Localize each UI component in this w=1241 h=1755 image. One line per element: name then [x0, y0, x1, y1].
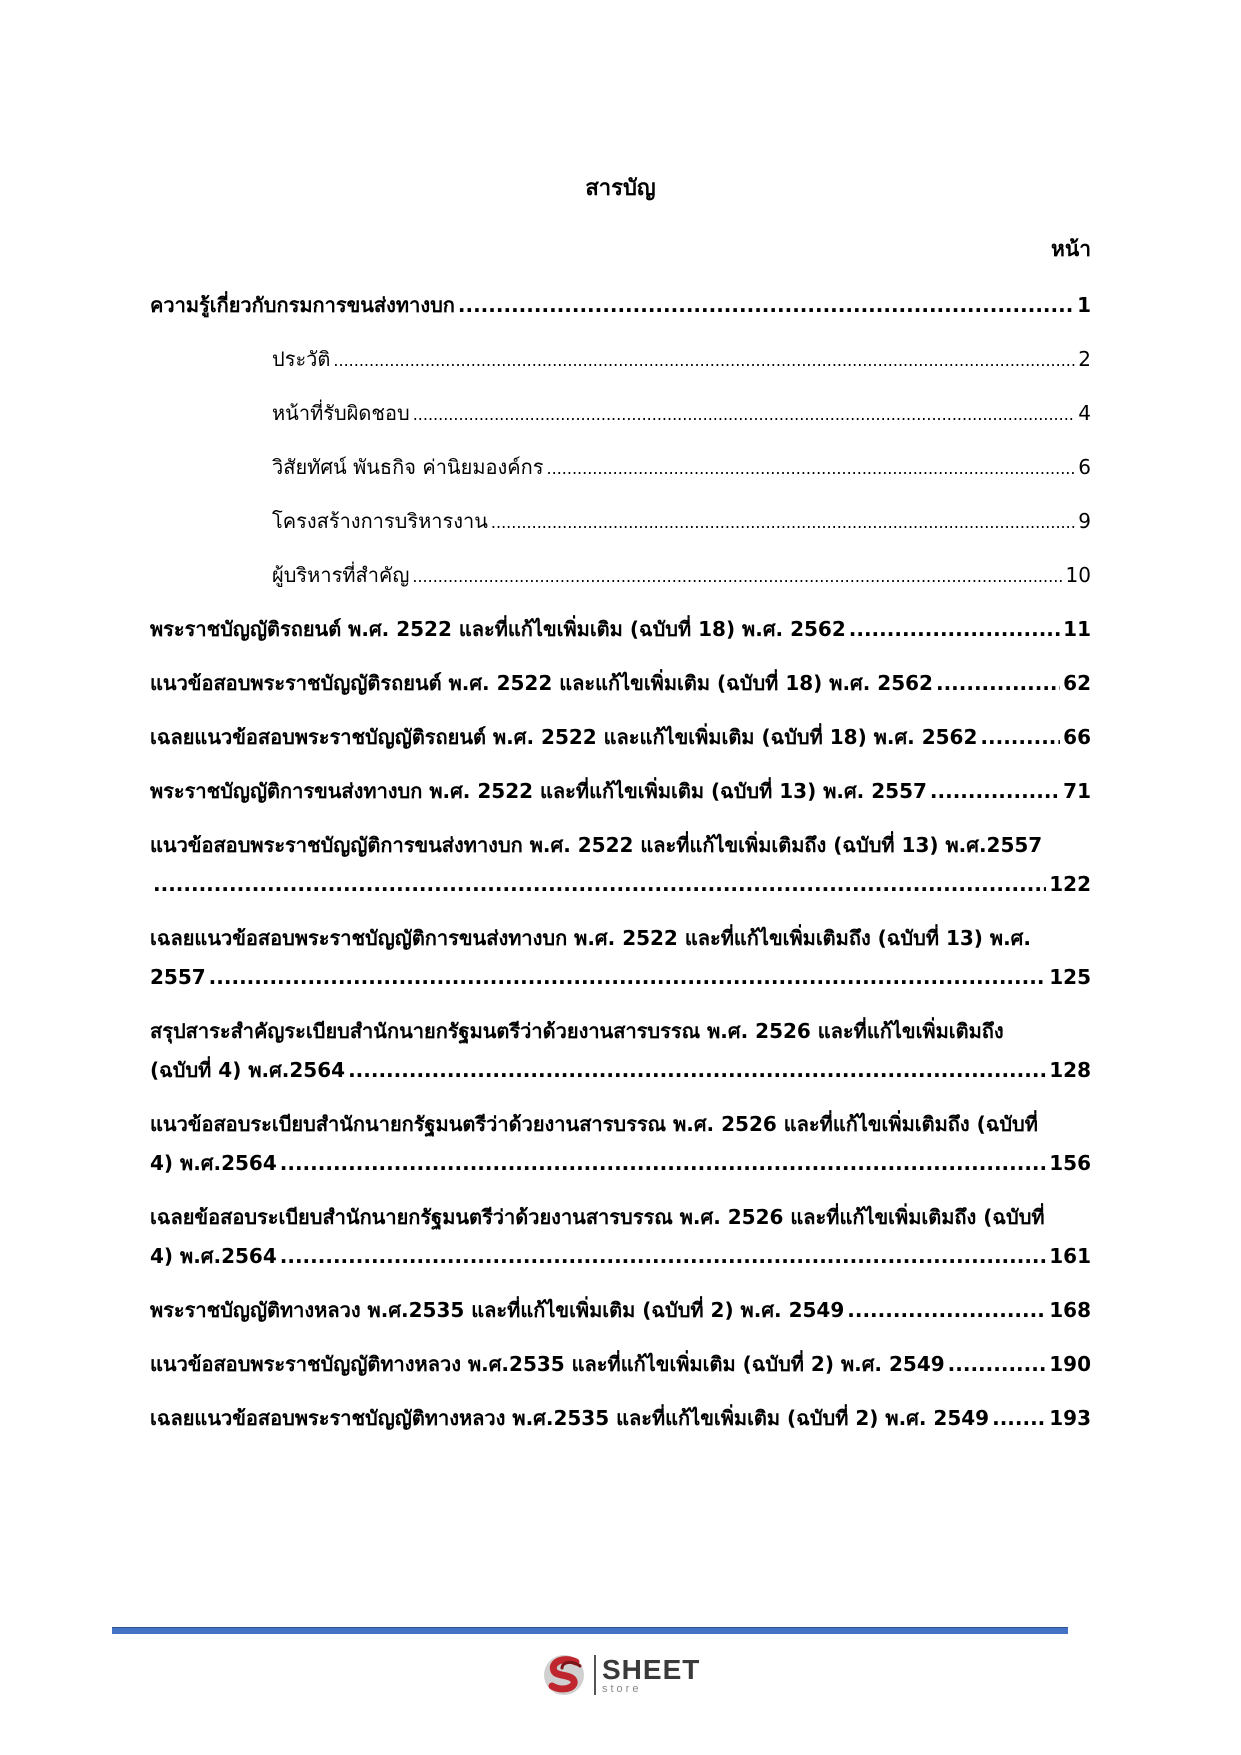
toc-entry[interactable]: [150, 923, 1091, 992]
dot-leader: [280, 1148, 1046, 1178]
dot-leader: [153, 869, 1046, 899]
toc-entry[interactable]: [150, 1109, 1091, 1178]
dot-leader: [333, 344, 1075, 376]
toc-label-line2: 4) พ.ศ.2564: [150, 1151, 277, 1175]
toc-page-number: 11: [1063, 617, 1091, 641]
toc-page-number: 193: [1049, 1406, 1091, 1430]
toc-page-number: 10: [1065, 563, 1091, 587]
dot-leader: [980, 722, 1060, 752]
dot-leader: [491, 506, 1075, 538]
toc-label-line1: แนวข้อสอบระเบียบสำนักนายกรัฐมนตรีว่าด้วยงานสารบรรณ พ.ศ. 2526 และที่แก้ไขเพิ่มเติมถึง (ฉบับที่: [150, 1112, 1038, 1136]
toc-entry[interactable]: [150, 722, 1091, 752]
toc-page-number: 128: [1049, 1058, 1091, 1082]
toc-label-line1: สรุปสาระสำคัญระเบียบสำนักนายกรัฐมนตรีว่าด้วยงานสารบรรณ พ.ศ. 2526 และที่แก้ไขเพิ่มเติมถึง: [150, 1019, 1004, 1043]
toc-entry[interactable]: [150, 398, 1091, 430]
toc-entry[interactable]: [150, 290, 1091, 320]
toc-page-number: 168: [1049, 1298, 1091, 1322]
dot-leader: [849, 614, 1060, 644]
dot-leader: [992, 1403, 1046, 1433]
page-title: สารบัญ: [585, 176, 656, 201]
toc-page-number: 125: [1049, 965, 1091, 989]
toc-entry[interactable]: [150, 344, 1091, 376]
toc-page-number: 156: [1049, 1151, 1091, 1175]
logo-text: SHEET: [602, 1653, 701, 1685]
toc-entry[interactable]: [150, 830, 1091, 899]
dot-leader: [412, 560, 1062, 592]
toc-label: พระราชบัญญัติทางหลวง พ.ศ.2535 และที่แก้ไขเพิ่มเติม (ฉบับที่ 2) พ.ศ. 2549: [150, 1298, 845, 1322]
toc-label: หน้าที่รับผิดชอบ: [272, 401, 410, 425]
toc-entry[interactable]: [150, 1403, 1091, 1433]
dot-leader: [458, 290, 1074, 320]
toc-label: ความรู้เกี่ยวกับกรมการขนส่งทางบก: [150, 293, 455, 317]
toc-entry[interactable]: [150, 1295, 1091, 1325]
toc-entry[interactable]: [150, 1016, 1091, 1085]
dot-leader: [936, 668, 1060, 698]
toc-page-number: 1: [1077, 293, 1091, 317]
toc-entry[interactable]: [150, 776, 1091, 806]
dot-leader: [348, 1055, 1046, 1085]
toc-label-line1: แนวข้อสอบพระราชบัญญัติการขนส่งทางบก พ.ศ. 2522 และที่แก้ไขเพิ่มเติมถึง (ฉบับที่ 13) พ.ศ.2557: [150, 833, 1043, 857]
logo-divider: [594, 1655, 596, 1695]
sheet-store-logo: [542, 1650, 712, 1700]
toc-entry[interactable]: [150, 506, 1091, 538]
toc-entry[interactable]: [150, 560, 1091, 592]
dot-leader: [847, 1295, 1046, 1325]
dot-leader: [413, 398, 1076, 430]
toc-label: พระราชบัญญัติรถยนต์ พ.ศ. 2522 และที่แก้ไขเพิ่มเติม (ฉบับที่ 18) พ.ศ. 2562: [150, 617, 846, 641]
toc-page-number: 190: [1049, 1352, 1091, 1376]
toc-label: ประวัติ: [272, 347, 331, 371]
toc-entry[interactable]: [150, 614, 1091, 644]
toc-label-line1: เฉลยข้อสอบระเบียบสำนักนายกรัฐมนตรีว่าด้วยงานสารบรรณ พ.ศ. 2526 และที่แก้ไขเพิ่มเติมถึง (ฉบับที่: [150, 1205, 1045, 1229]
toc-label-line2: 4) พ.ศ.2564: [150, 1244, 277, 1268]
dot-leader: [547, 452, 1076, 484]
toc-label: ผู้บริหารที่สำคัญ: [272, 563, 410, 587]
toc-label-line1: เฉลยแนวข้อสอบพระราชบัญญัติการขนส่งทางบก พ.ศ. 2522 และที่แก้ไขเพิ่มเติมถึง (ฉบับที่ 13) พ.ศ.: [150, 926, 1031, 950]
dot-leader: [209, 962, 1047, 992]
logo-wordmark: [602, 1653, 701, 1695]
toc-label: เฉลยแนวข้อสอบพระราชบัญญัติทางหลวง พ.ศ.2535 และที่แก้ไขเพิ่มเติม (ฉบับที่ 2) พ.ศ. 2549: [150, 1406, 990, 1430]
toc-label: แนวข้อสอบพระราชบัญญัติทางหลวง พ.ศ.2535 และที่แก้ไขเพิ่มเติม (ฉบับที่ 2) พ.ศ. 2549: [150, 1352, 945, 1376]
toc-page-number: 2: [1078, 347, 1091, 371]
toc-label: พระราชบัญญัติการขนส่งทางบก พ.ศ. 2522 และที่แก้ไขเพิ่มเติม (ฉบับที่ 13) พ.ศ. 2557: [150, 779, 927, 803]
toc-page-number: 9: [1078, 509, 1091, 533]
toc-label: แนวข้อสอบพระราชบัญญัติรถยนต์ พ.ศ. 2522 และแก้ไขเพิ่มเติม (ฉบับที่ 18) พ.ศ. 2562: [150, 671, 933, 695]
toc-label-line2: 2557: [150, 965, 206, 989]
dot-leader: [280, 1241, 1046, 1271]
toc-page-number: 4: [1078, 401, 1091, 425]
toc-label-line2: (ฉบับที่ 4) พ.ศ.2564: [150, 1058, 346, 1082]
toc-page-number: 6: [1078, 455, 1091, 479]
toc-entry[interactable]: [150, 1349, 1091, 1379]
page-column-header: หน้า: [1051, 237, 1091, 261]
sheet-store-logo-icon: [542, 1652, 590, 1698]
toc-label: โครงสร้างการบริหารงาน: [272, 509, 488, 533]
toc-page-number: 62: [1063, 671, 1091, 695]
toc-page-number: 161: [1049, 1244, 1091, 1268]
toc-entry[interactable]: [150, 668, 1091, 698]
toc-entry[interactable]: [150, 1202, 1091, 1271]
toc-label: วิสัยทัศน์ พันธกิจ ค่านิยมองค์กร: [272, 455, 544, 479]
toc-page-number: 71: [1063, 779, 1091, 803]
dot-leader: [930, 776, 1060, 806]
toc-label: เฉลยแนวข้อสอบพระราชบัญญัติรถยนต์ พ.ศ. 2522 และแก้ไขเพิ่มเติม (ฉบับที่ 18) พ.ศ. 2562: [150, 725, 978, 749]
dot-leader: [948, 1349, 1047, 1379]
toc-page-number: 122: [1049, 872, 1091, 896]
footer-rule: [112, 1627, 1068, 1634]
toc-entry[interactable]: [150, 452, 1091, 484]
logo-subtext: store: [602, 1682, 642, 1695]
toc-page-number: 66: [1063, 725, 1091, 749]
